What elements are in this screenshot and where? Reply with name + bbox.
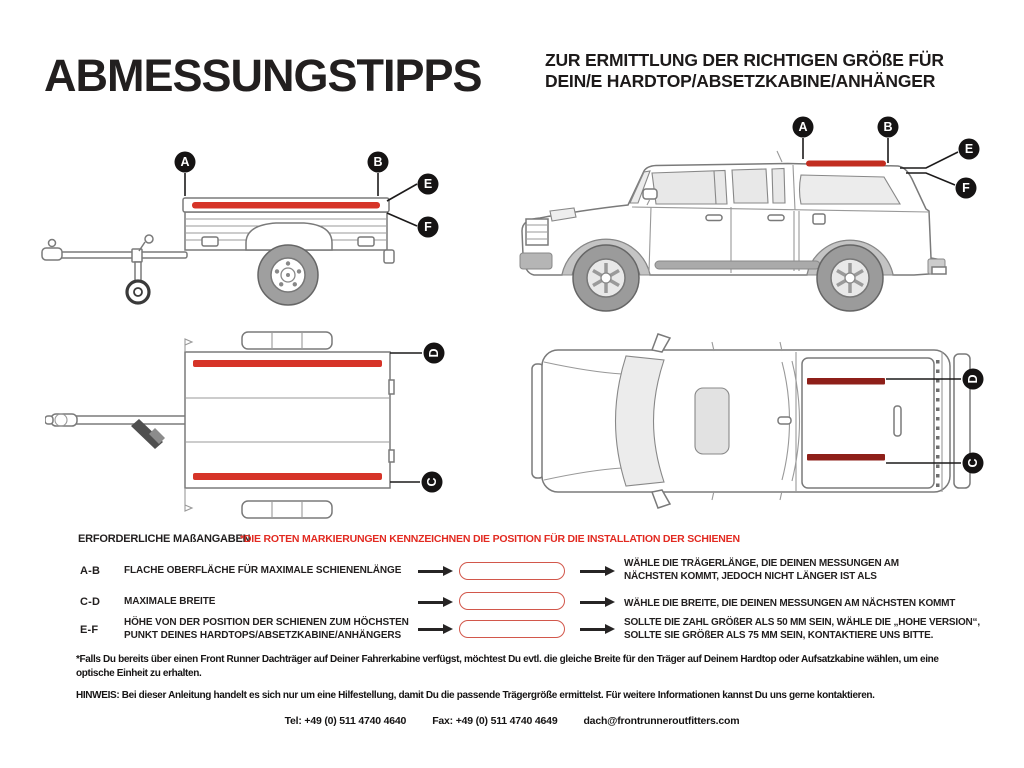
measurement-key-ef: E-F — [80, 624, 99, 636]
measurement-key-ab: A-B — [80, 565, 101, 577]
measurement-desc-cd: MAXIMALE BREITE — [124, 596, 216, 607]
measurement-desc-ef: HÖHE VON DER POSITION DER SCHIENEN ZUM HÖCHSTEN PUNKT DEINES HARDTOPS/ABSETZKABINE/ANHÄNGERS — [124, 617, 409, 641]
truck-side-view-diagram — [510, 115, 990, 320]
hinweis-note: HINWEIS: Bei dieser Anleitung handelt es sich nur um eine Hilfestellung, damit Du die passende Trägergröße ermittelst. Für weitere Informationen kannst Du uns gerne kontaktieren. — [76, 690, 875, 701]
contact-line — [0, 715, 1024, 727]
label-d: D — [427, 348, 441, 358]
contact-tel: Tel: +49 (0) 511 4740 4640 — [284, 715, 407, 727]
label-b: B — [883, 120, 893, 134]
label-a: A — [798, 120, 808, 134]
arrow-icon — [418, 601, 444, 604]
subtitle-line-2: DEIN/E HARDTOP/ABSETZKABINE/ANHÄNGER — [545, 71, 936, 91]
subtitle-line-1: ZUR ERMITTLUNG DER RICHTIGEN GRÖßE FÜR — [545, 50, 944, 70]
label-b: B — [373, 155, 383, 169]
measurement-instruction-ab: WÄHLE DIE TRÄGERLÄNGE, DIE DEINEN MESSUNGEN AM NÄCHSTEN KOMMT, JEDOCH NICHT LÄNGER IST ALS — [624, 558, 899, 582]
truck-top-view-diagram — [530, 330, 995, 525]
label-f: F — [962, 181, 970, 195]
rail-marking-red-stripe — [806, 161, 886, 167]
arrow-icon — [418, 570, 444, 573]
arrow-icon — [580, 601, 606, 604]
arrow-icon — [580, 570, 606, 573]
label-c: C — [425, 477, 439, 487]
measurement-input-ef[interactable] — [459, 620, 565, 638]
rear-wheel — [817, 245, 883, 311]
arrow-icon — [580, 628, 606, 631]
rail-marking-dark-red-stripe — [807, 378, 885, 385]
measurement-instruction-ef: SOLLTE DIE ZAHL GRÖßER ALS 50 MM SEIN, WÄHLE DIE „HOHE VERSION“, SOLLTE SIE GRÖßER ALS 75 MM SEIN, KONTAKTIERE UNS BITTE. — [624, 617, 980, 641]
rail-marking-red-stripe — [193, 360, 382, 367]
label-c: C — [966, 458, 980, 468]
asterisk-footnote: *Falls Du bereits über einen Front Runner Dachträger auf Deiner Fahrerkabine verfügst, möchtest Du evtl. die gleiche Breite für den Träger auf Deinem Hardtop oder Aufsatzkabine wählen, um eine optische Einheit zu erhalten. — [76, 654, 939, 679]
measurement-input-cd[interactable] — [459, 592, 565, 610]
measurement-key-cd: C-D — [80, 596, 101, 608]
rail-marking-dark-red-stripe — [807, 454, 885, 461]
label-e: E — [964, 142, 974, 156]
page-title: ABMESSUNGSTIPPS — [44, 50, 482, 101]
label-a: A — [180, 155, 190, 169]
label-e: E — [423, 177, 433, 191]
trailer-side-view-diagram — [40, 125, 480, 325]
contact-fax: Fax: +49 (0) 511 4740 4649 — [432, 715, 558, 727]
measurement-instruction-cd: WÄHLE DIE BREITE, DIE DEINEN MESSUNGEN AM NÄCHSTEN KOMMT — [624, 598, 956, 609]
trailer-top-view-diagram — [45, 330, 475, 520]
arrow-icon — [418, 628, 444, 631]
contact-email: dach@frontrunneroutfitters.com — [583, 715, 740, 727]
rail-marking-red-stripe — [193, 473, 382, 480]
page-subtitle — [545, 50, 944, 92]
front-wheel — [573, 245, 639, 311]
red-markings-note: *DIE ROTEN MARKIERUNGEN KENNZEICHNEN DIE POSITION FÜR DIE INSTALLATION DER SCHIENEN — [240, 533, 740, 545]
measurement-input-ab[interactable] — [459, 562, 565, 580]
measurement-desc-ab: FLACHE OBERFLÄCHE FÜR MAXIMALE SCHIENENLÄNGE — [124, 565, 402, 576]
label-d: D — [966, 374, 980, 384]
label-f: F — [424, 220, 432, 234]
requirements-heading: ERFORDERLICHE MAßANGABEN — [78, 533, 251, 545]
rail-marking-red-stripe — [192, 202, 380, 209]
